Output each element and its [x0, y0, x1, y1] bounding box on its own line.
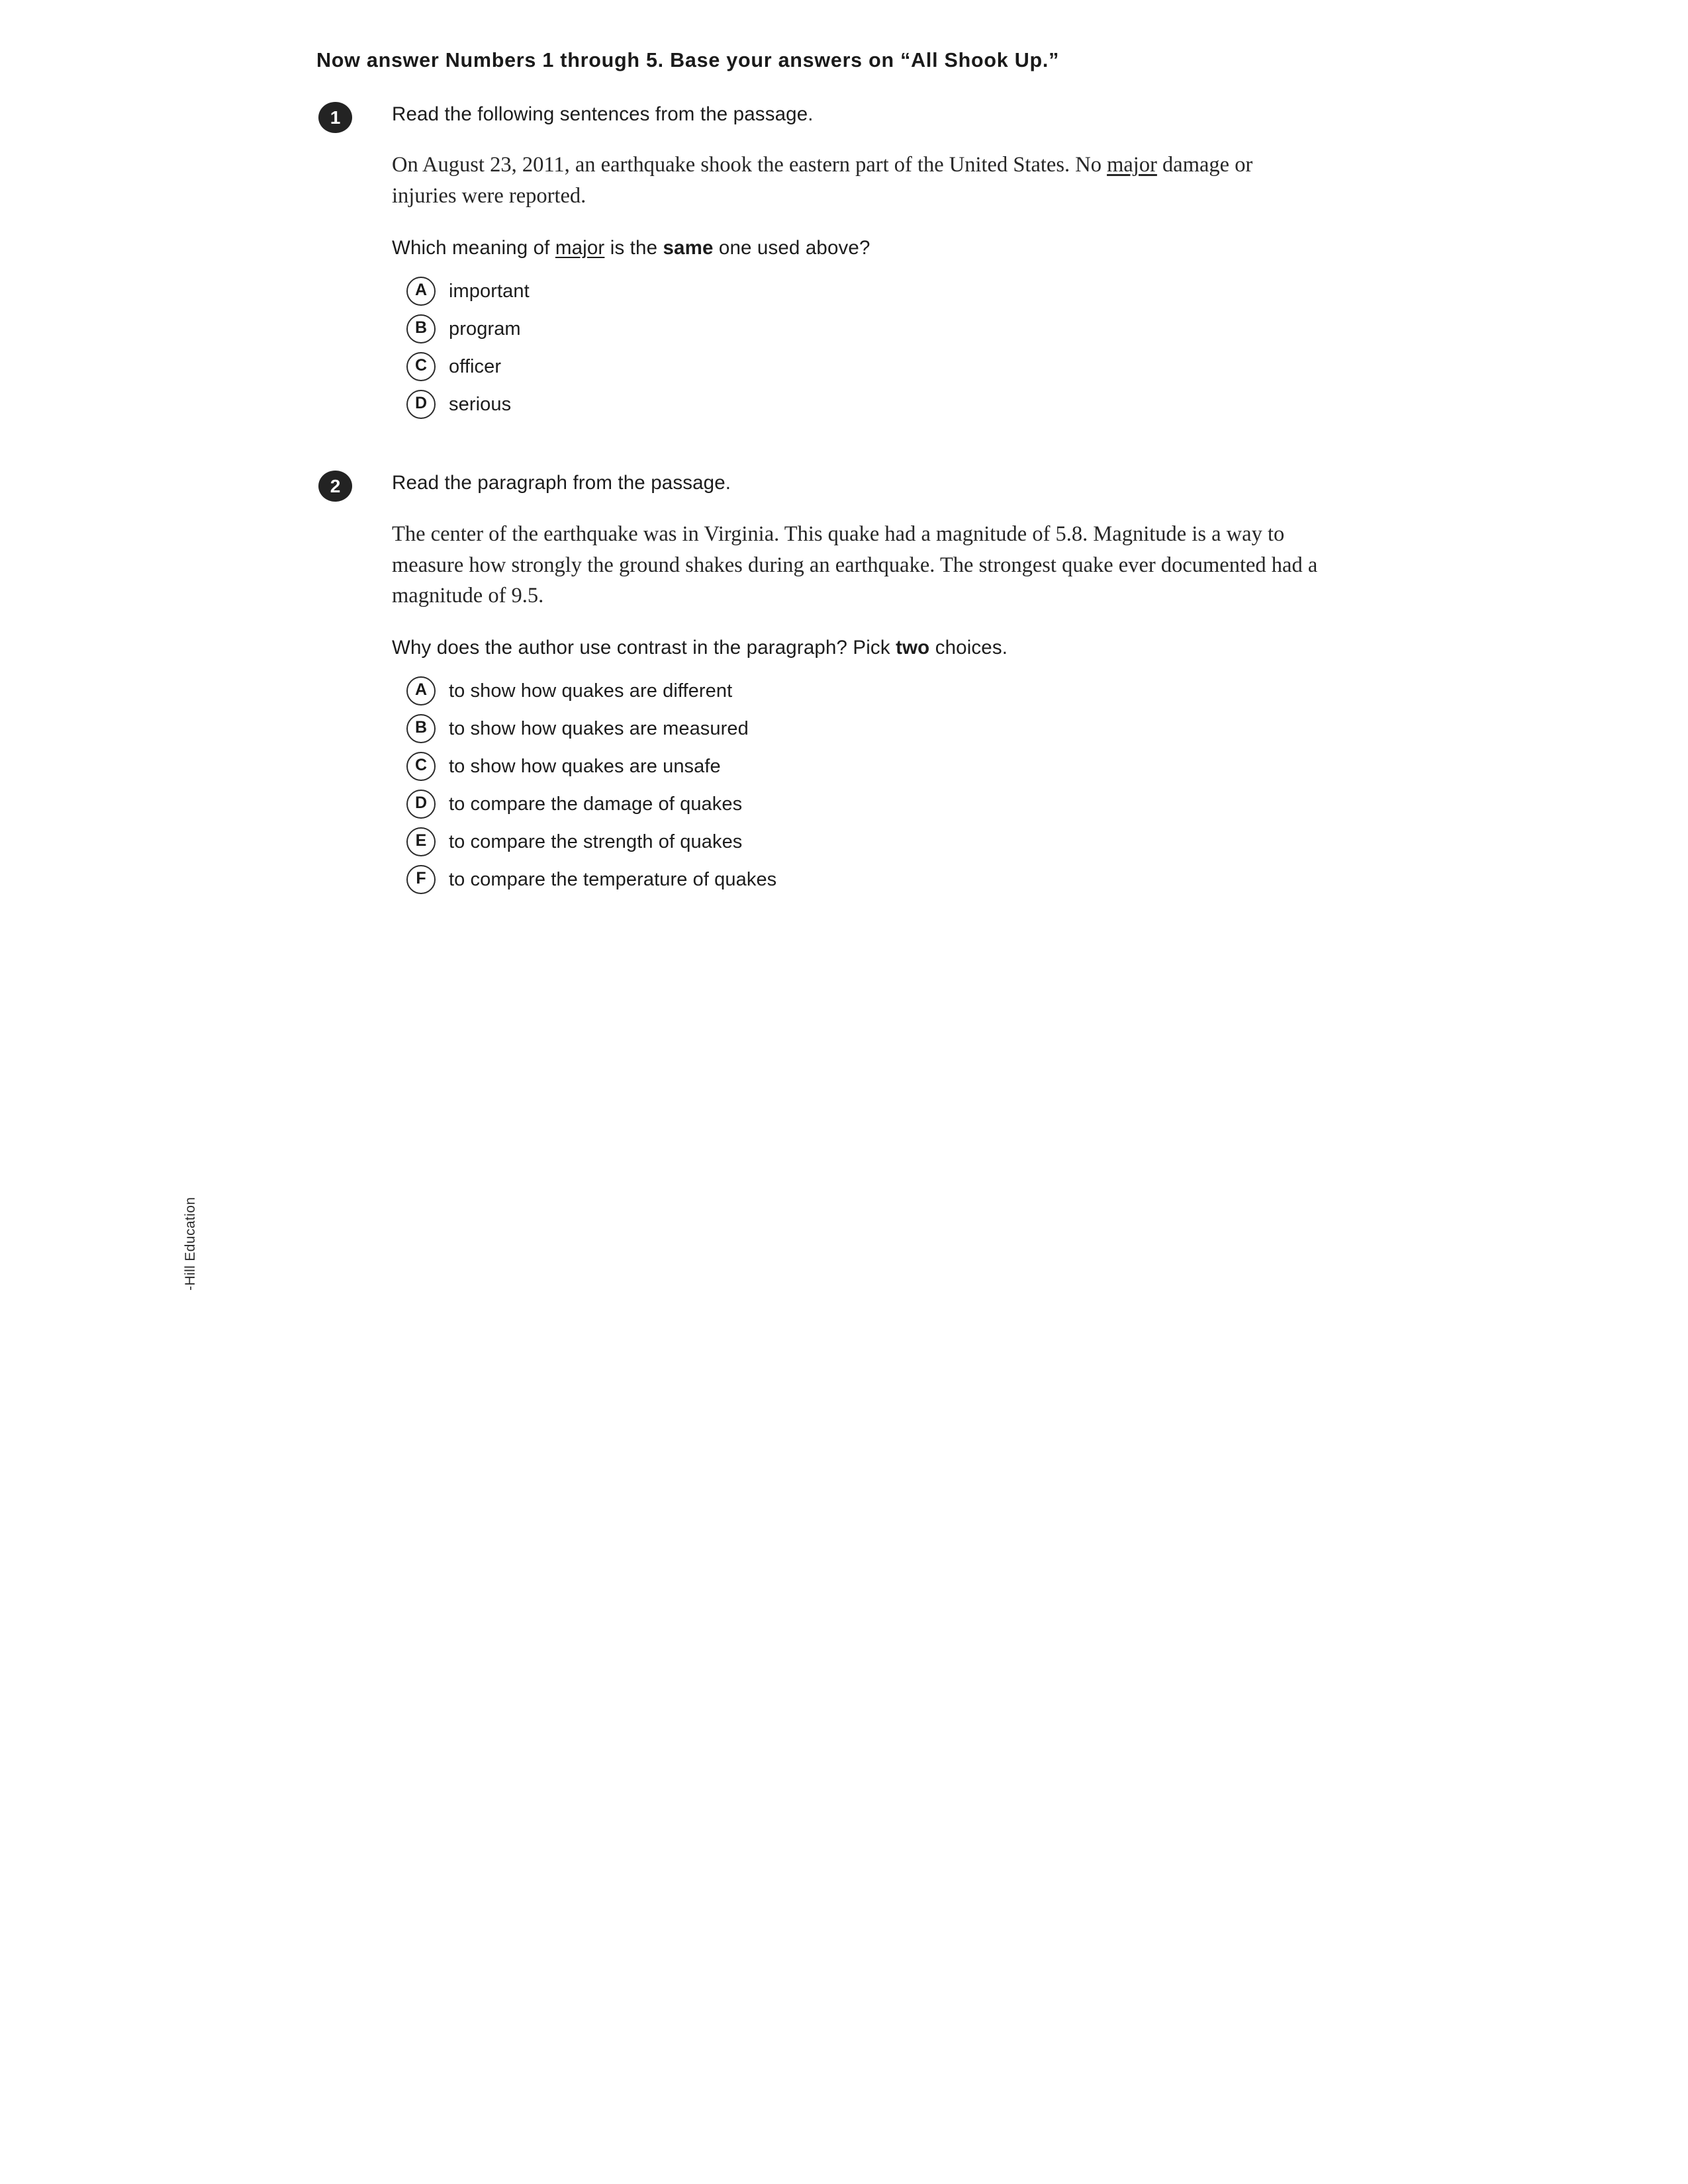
answer-choice-f[interactable]: [392, 865, 1389, 894]
passage-excerpt: [392, 150, 1319, 212]
choice-label-b: to show how quakes are measured: [449, 718, 749, 740]
prompt-bold-word: same: [663, 237, 714, 259]
answer-choice-c[interactable]: [392, 752, 1389, 781]
choice-label-d: to compare the damage of quakes: [449, 794, 743, 815]
question-number-badge: 2: [318, 471, 352, 502]
choice-bubble-e[interactable]: E: [406, 827, 436, 856]
question-prompt: [392, 635, 1389, 660]
prompt-part-2: is the: [604, 237, 663, 259]
question-directive: Read the paragraph from the passage.: [392, 472, 731, 494]
prompt-part-1: Which meaning of: [392, 237, 555, 259]
choice-label-b: program: [449, 318, 521, 340]
choice-bubble-b[interactable]: B: [406, 314, 436, 343]
choice-label-a: important: [449, 281, 530, 302]
prompt-part-3: choices.: [929, 637, 1008, 659]
passage-text-before: On August 23, 2011, an earthquake shook the eastern part of the United States. No: [392, 153, 1107, 177]
question-number-badge: 1: [318, 102, 352, 133]
question-directive: Read the following sentences from the passage.: [392, 103, 814, 126]
answer-choices-list: [392, 277, 1389, 419]
answer-choice-d[interactable]: [392, 390, 1389, 419]
answer-choice-a[interactable]: [392, 676, 1389, 705]
passage-text-before: The center of the earthquake was in Virginia. This quake had a magnitude of 5.8. Magnitude is a way to measure how strongly the ground shakes during an earthquake. The strongest quake ever documented had a magnitude of 9.5.: [392, 522, 1318, 608]
question-2: [316, 471, 1389, 894]
imprint-text: -Hill Education: [183, 1197, 198, 1291]
prompt-bold-word: two: [896, 637, 930, 659]
choice-bubble-a[interactable]: A: [406, 277, 436, 306]
publisher-imprint: [183, 1013, 199, 1291]
answer-choice-c[interactable]: [392, 352, 1389, 381]
choice-label-f: to compare the temperature of quakes: [449, 869, 777, 891]
answer-choice-a[interactable]: [392, 277, 1389, 306]
choice-bubble-f[interactable]: F: [406, 865, 436, 894]
choice-bubble-b[interactable]: B: [406, 714, 436, 743]
choice-label-d: serious: [449, 394, 512, 415]
choice-label-c: officer: [449, 356, 502, 377]
choice-bubble-c[interactable]: C: [406, 752, 436, 781]
prompt-underlined-word: major: [555, 237, 605, 259]
choice-label-e: to compare the strength of quakes: [449, 831, 743, 853]
worksheet-content: [316, 48, 1389, 894]
question-1: [316, 102, 1389, 419]
choice-bubble-d[interactable]: D: [406, 390, 436, 419]
prompt-part-1: Why does the author use contrast in the paragraph? Pick: [392, 637, 896, 659]
choice-bubble-a[interactable]: A: [406, 676, 436, 705]
answer-choice-b[interactable]: [392, 314, 1389, 343]
passage-text-after: damage or injuries were reported.: [392, 153, 1253, 208]
passage-excerpt: [392, 519, 1319, 612]
answer-choice-d[interactable]: [392, 790, 1389, 819]
answer-choice-e[interactable]: [392, 827, 1389, 856]
choice-label-a: to show how quakes are different: [449, 680, 733, 702]
answer-choice-b[interactable]: [392, 714, 1389, 743]
choice-label-c: to show how quakes are unsafe: [449, 756, 721, 778]
choice-bubble-d[interactable]: D: [406, 790, 436, 819]
question-body: [392, 471, 1389, 894]
question-prompt: [392, 236, 1389, 261]
question-body: [392, 102, 1389, 419]
worksheet-instructions-header: Now answer Numbers 1 through 5. Base your answers on “All Shook Up.”: [316, 49, 1060, 71]
choice-bubble-c[interactable]: C: [406, 352, 436, 381]
answer-choices-list: [392, 676, 1389, 894]
passage-underlined-word: major: [1107, 153, 1157, 177]
prompt-part-3: one used above?: [713, 237, 870, 259]
